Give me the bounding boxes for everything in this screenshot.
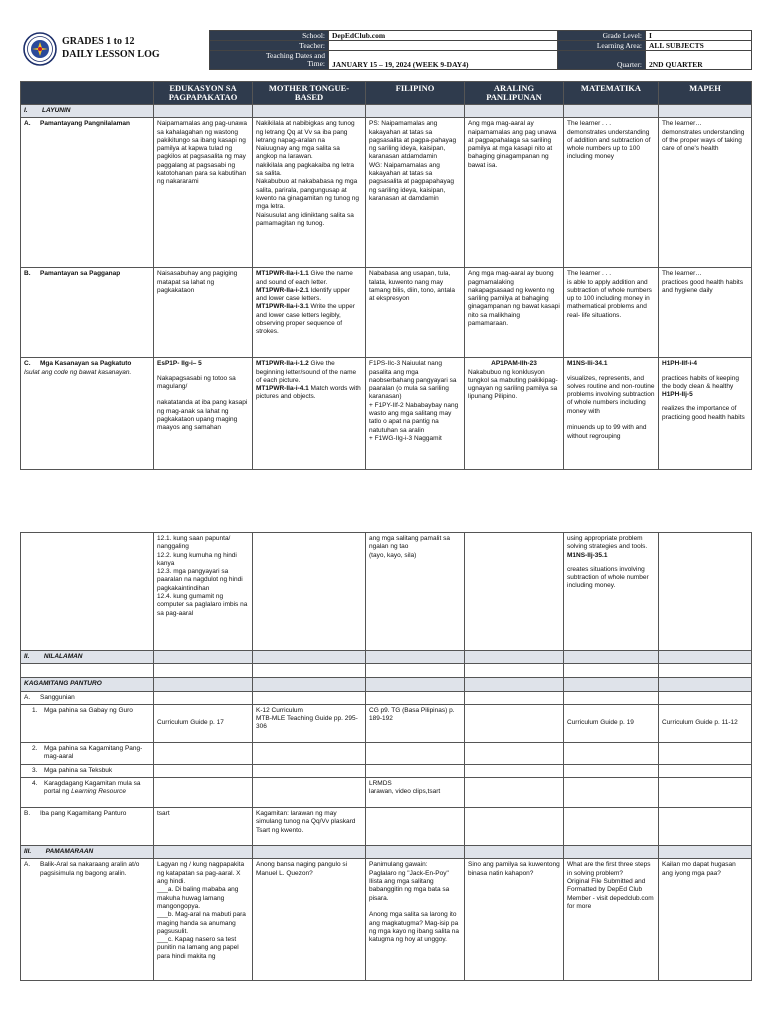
row-iba-pang-kagamitan: B. Iba pang Kagamitang Panturo tsart Kagamitan: larawan ng may simulang tunog na Qq/Vv plaskard Tsart ng kwento. [21,808,752,846]
table-cell: The learner… practices good health habits and hygiene daily [659,268,752,358]
table-cell: AP1PAM-IIh-23 Nakabubuo ng konklusyon tungkol sa mabuting pakikipag-ugnayan ng sariling pamilya sa lipunang Pilipino. [465,358,564,470]
table-cell: Panimulang gawain: Paglalaro ng "Jack-En-Poy" Ilista ang mga salitang babanggitin ng mga bata sa pisara. Anong mga salita sa larong ito ang magkatugma? Mag-isip pa ng mga kayo ng ibang salita na katugma ng hoy at unggoy. [366,859,465,981]
row-label: Karagdagang Kagamitan mula sa portal ng Learning Resource [44,780,141,796]
row-label: Mga Kasanayan sa Pagkatuto [40,360,132,368]
table-cell: Kailan mo dapat hugasan ang iyong mga paa? [659,859,752,981]
section-kagamitang-panturo: KAGAMITANG PANTURO [21,678,154,691]
row-label: Mga pahina sa Gabay ng Guro [44,706,133,714]
column-header-filipino: FILIPINO [366,82,465,105]
table-cell: LRMDS larawan, video clips,tsart [366,778,465,808]
table-cell [465,704,564,742]
table-cell: using appropriate problem solving strategies and tools. M1NS-IIj-35.1 creates situations involving subtraction of whole number including money. [564,533,659,651]
table-cell: The learner… demonstrates understanding of the proper ways of taking care of one's health [659,118,752,268]
table-cell [465,533,564,651]
row-teksbuk: 3. Mga pahina sa Teksbuk [21,764,752,777]
deped-seal-icon [23,32,57,66]
table-cell [659,533,752,651]
row-pamantayang-pangnilalaman: A. Pamantayang Pangnilalaman Naipamamalas ang pag-unawa sa kahalagahan ng wastong pakikitungo sa ibang kasapi ng pamilya at kapwa tulad ng pagkilos at pagsasalita ng may paggalang at pagsasabi ng katotohanan para sa kabutihan ng nakararami Nakikilala at nabibigkas ang tunog ng letrang Qq at Vv sa iba pang letrang napag-aralan na Naiuugnay ang mga salita sa angkop na larawan. nakikilala ang pagkakaiba ng letra sa salita. Nakabubuo at nakababasa ng mga salita, parirala, pangungusap at kwento na ginagamitan ng tunog ng mga letra. Naisusulat ang idiniktang salita sa pamamagitan ng tunog. PS: Naipamamalas ang kakayahan at tatas sa pagsasalita at pagpa-pahayag ng sariling ideya, kaisipan, karanasan atdamdamin WG: Naipamamalas ang kakayahan at tatas sa pagsasalita at pagpapahayag ng sariling ideya, kaisipan, karanasan at damdamin Ang mga mag-aaral ay naipamamalas ang pag unawa at pagpapahalaga sa sariling pamilya at mga kasapi nito at bahaging ginagampanan ng bawat isa. The learner . . . demonstrates understanding of addition and subtraction of whole numbers up to 100 including money The learner… demonstrates understanding of the proper ways of taking care of one's health [21,118,752,268]
table-cell: H1PH-IIf-i-4 practices habits of keeping the body clean & healthy H1PH-IIj-5 realizes the importance of practicing good health habits [659,358,752,470]
row-pamantayan-sa-pagganap: B. Pamantayan sa Pagganap Naisasabuhay ang pagiging matapat sa lahat ng pagkakataon MT1PWR-IIa-i-1.1 Give the name and sound of each letter. MT1PWR-IIa-i-2.1 Identify upper and lower case letters. MT1PWR-IIa-i-3.1 Write the upper and lower case letters legibly, observing proper sequence of strokes. Nababasa ang usapan, tula, talata, kuwento nang may tamang bilis, diin, tono, antala at ekspresyon Ang mga mag-aaral ay buong pagmamalaking nakapagsasaad ng kwento ng sariling pamilya at bahaging ginagampanan ng bawat kasapi nito sa malikhaing pamamaraan. The learner . . . is able to apply addition and subtraction of whole numbers up to 100 including money in mathematical problems and real- life situations. The learner… practices good health habits and hygiene daily [21,268,752,358]
table-cell: F1PS-IIc-3 Naiuulat nang pasalita ang mga naobserbahang pangyayari sa paaralan (o mula sa sariling karanasan) + F1PY-IIf-2 Nababaybay nang wasto ang mga salitang may tatlo o apat na pantig na natutuhan sa aralin + F1WG-IIg-i-3 Naggamit [366,358,465,470]
teaching-dates-value: JANUARY 15 – 19, 2024 (WEEK 9-DAY4) [329,51,558,70]
table-cell: Ang mga mag-aaral ay naipamamalas ang pag unawa at pagpapahalaga sa sariling pamilya at mga kasapi nito at bahaging ginagampanan ng bawat isa. [465,118,564,268]
table-cell: ang mga salitang pamalit sa ngalan ng tao (tayo, kayo, sila) [366,533,465,651]
row-label: Pamantayang Pangnilalaman [40,120,130,128]
row-label: Iba pang Kagamitang Panturo [40,810,127,818]
column-header-mapeh: MAPEH [659,82,752,105]
table-cell: Anong bansa naging pangulo si Manuel L. Quezon? [253,859,366,981]
table-cell: M1NS-IIi-34.1 visualizes, represents, and solves routine and non-routine problems involving subtraction of whole numbers including money with minuends up to 99 with and without regrouping [564,358,659,470]
row-mga-kasanayan: C. Mga Kasanayan sa Pagkatuto Isulat ang code ng bawat kasanayan. EsP1P- IIg-i– 5 Nakapagsasabi ng totoo sa magulang/ nakatatanda at iba pang kasapi ng mag-anak sa lahat ng pagkakataon upang maging maayos ang samahan MT1PWR-IIa-i-1.2 Give the beginning letter/sound of the name of each picture. MT1PWR-IIa-i-4.1 Match words with pictures and objects. F1PS-IIc-3 Naiuulat nang pasalita ang mga naobserbahang pangyayari sa paaralan (o mula sa sariling karanasan) + F1PY-IIf-2 Nababaybay nang wasto ang mga salitang may tatlo o apat na pantig na natutuhan sa aralin + F1WG-IIg-i-3 Naggamit AP1PAM-IIh-23 Nakabubuo ng konklusyon tungkol sa mabuting pakikipag-ugnayan ng sariling pamilya sa lipunang Pilipino. M1NS-IIi-34.1 visualizes, represents, and solves routine and non-routine problems involving subtraction of whole numbers including money with minuends up to 99 with and without regrouping H1PH-IIf-i-4 practices habits of keeping the body clean & healthy H1PH-IIj-5 realizes the importance of practicing good health habits [21,358,752,470]
teacher-label: Teacher: [210,41,329,51]
row-label: Pamantayan sa Pagganap [40,270,121,278]
quarter-label: Quarter: [558,51,646,70]
table-cell: Kagamitan: larawan ng may simulang tunog na Qq/Vv plaskard Tsart ng kwento. [253,808,366,846]
table-cell: MT1PWR-IIa-i-1.1 Give the name and sound of each letter. MT1PWR-IIa-i-2.1 Identify upper and lower case letters. MT1PWR-IIa-i-3.1 Write the upper and lower case letters legibly, observing proper sequence of strokes. [253,268,366,358]
table-cell: The learner . . . is able to apply addition and subtraction of whole numbers up to 100 including money in mathematical problems and real- life situations. [564,268,659,358]
row-kagamitang-pang-mag-aaral: 2. Mga pahina sa Kagamitang Pang-mag-aaral [21,742,752,764]
table-cell: Naisasabuhay ang pagiging matapat sa lahat ng pagkakataon [154,268,253,358]
table-cell [253,533,366,651]
grade-level-value: I [646,31,752,41]
table-cell: Curriculum Guide p. 11-12 [659,704,752,742]
column-header-blank [21,82,154,105]
section-layunin: I. LAYUNIN [21,105,154,118]
table-cell: Ang mga mag-aaral ay buong pagmamalaking nakapagsasaad ng kwento ng sariling pamilya at bahaging ginagampanan ng bawat kasapi nito sa malikhaing pamamaraan. [465,268,564,358]
table-cell: Curriculum Guide p. 19 [564,704,659,742]
table-cell [465,808,564,846]
row-balik-aral: A. Balik-Aral sa nakaraang aralin at/o pagsisimula ng bagong aralin. Lagyan ng / kung nagpapakita ng katapatan sa pag-aaral. X ang hindi. ___a. Di baling mababa ang makuha huwag lamang mangongopya. ___b. Mag-aral na mabuti para maging handa sa anumang pagsusulit. ___c. Kapag nasero sa test punitin na lamang ang papel para hindi makita ng Anong bansa naging pangulo si Manuel L. Quezon? Panimulang gawain: Paglalaro ng "Jack-En-Poy" Ilista ang mga salitang babanggitin ng mga bata sa pisara. Anong mga salita sa larong ito ang magkatugma? Mag-isip pa ng mga kayo ng ibang salita na katugma ng hoy at unggoy. Sino ang pamilya sa kuwentong binasa natin kahapon? What are the first three steps in solving problem? Original File Submitted and Formatted by DepEd Club Member - visit depedclub.com for more Kailan mo dapat hugasan ang iyong mga paa? [21,859,752,981]
quarter-value: 2ND QUARTER [646,51,752,70]
row-label: Balik-Aral sa nakaraang aralin at/o pagsisimula ng bagong aralin. [40,861,140,877]
teacher-value [329,41,558,51]
row-label: Mga pahina sa Kagamitang Pang-mag-aaral [44,744,143,761]
table-cell [366,808,465,846]
lesson-table-page-2: 12.1. kung saan papunta/ nanggaling 12.2. kung kumuha ng hindi kanya 12.3. mga pangyayari sa paaralan na nagdulot ng hindi pagkakaintindihan 12.4. kung gumamit ng computer sa paglalaro imbis na sa pag-aaral ang mga salitang pamalit sa ngalan ng tao (tayo, kayo, sila) using appropriate problem solving strategies and tools. M1NS-IIj-35.1 creates situations involving subtraction of whole number including money. II. NILALAMAN KAGAMITANG PANTURO A. Sanggunian 1. Mga pahina sa Gabay ng Guro Curriculum Guide p. 17 K-12 Curriculum MTB-MLE Teaching Guide pp. 295-306 CG p9. TG (Basa Pilipinas) p. 189-192 Curriculum Guide p. 19 Curriculum Guide p. 11-12 2. Mga pahina sa Kagamitang Pang-mag-aaral 3. Mga pahina sa Teksbuk 4. Karagdagang Kagamitan mula sa portal ng Learning Resource LRMDS larawan, video clips,tsart B. Iba pang Kagamitang Panturo tsart Kagamitan: larawan ng may simulang tunog na Qq/Vv plaskard Tsart ng kwento. III. PAMAMARAAN A. Balik-Aral sa nakaraang aralin at/o pagsisimula ng bagong aralin. Lagyan ng / kung nagpapakita ng katapatan sa pag-aaral. X ang hindi. ___a. Di baling mababa ang makuha huwag lamang mangongopya. ___b. Mag-aral na mabuti para maging handa sa anumang pagsusulit. ___c. Kapag nasero sa test punitin na lamang ang papel para hindi makita ng Anong bansa naging pangulo si Manuel L. Quezon? Panimulang gawain: Paglalaro ng "Jack-En-Poy" Ilista ang mga salitang babanggitin ng mga bata sa pisara. Anong mga salita sa larong ito ang magkatugma? Mag-isip pa ng mga kayo ng ibang salita na katugma ng hoy at unggoy. Sino ang pamilya sa kuwentong binasa natin kahapon? What are the first three steps in solving problem? Original File Submitted and Formatted by DepEd Club Member - visit depedclub.com for more Kailan mo dapat hugasan ang iyong mga paa? [20,532,751,981]
row-label: Sanggunian [40,693,75,701]
school-value: DepEdClub.com [329,31,558,41]
row-label: Mga pahina sa Teksbuk [44,766,113,774]
table-cell: EsP1P- IIg-i– 5 Nakapagsasabi ng totoo sa magulang/ nakatatanda at iba pang kasapi ng mag-anak sa lahat ng pagkakataon upang maging maayos ang samahan [154,358,253,470]
lesson-log-header [20,30,751,70]
table-cell [659,808,752,846]
row-karagdagang-kagamitan: 4. Karagdagang Kagamitan mula sa portal ng Learning Resource LRMDS larawan, video clips,tsart [21,778,752,808]
column-header-mtb: MOTHER TONGUE-BASED [253,82,366,105]
row-gabay-ng-guro: 1. Mga pahina sa Gabay ng Guro Curriculum Guide p. 17 K-12 Curriculum MTB-MLE Teaching Guide pp. 295-306 CG p9. TG (Basa Pilipinas) p. 189-192 Curriculum Guide p. 19 Curriculum Guide p. 11-12 [21,704,752,742]
table-cell: MT1PWR-IIa-i-1.2 Give the beginning letter/sound of the name of each picture. MT1PWR-IIa-i-4.1 Match words with pictures and objects. [253,358,366,470]
lesson-table-page-1 [20,81,751,470]
table-cell: What are the first three steps in solving problem? Original File Submitted and Formatted by DepEd Club Member - visit depedclub.com for more [564,859,659,981]
table-cell: 12.1. kung saan papunta/ nanggaling 12.2. kung kumuha ng hindi kanya 12.3. mga pangyayari sa paaralan na nagdulot ng hindi pagkakaintindihan 12.4. kung gumamit ng computer sa paglalaro imbis na sa pag-aaral [154,533,253,651]
table-cell: Naipamamalas ang pag-unawa sa kahalagahan ng wastong pakikitungo sa ibang kasapi ng pamilya at kapwa tulad ng pagkilos at pagsasalita ng may paggalang at pagsasabi ng katotohanan para sa kabutihan ng nakararami [154,118,253,268]
row-sublabel: Isulat ang code ng bawat kasanayan. [24,368,132,376]
table-cell: Curriculum Guide p. 17 [154,704,253,742]
table-cell: CG p9. TG (Basa Pilipinas) p. 189-192 [366,704,465,742]
section-pamamaraan: III. PAMAMARAAN [21,846,154,859]
table-cell: tsart [154,808,253,846]
learning-area-value: ALL SUBJECTS [646,41,752,51]
section-nilalaman: II. NILALAMAN [21,651,154,664]
school-label: School: [210,31,329,41]
column-header-ap: ARALING PANLIPUNAN [465,82,564,105]
row-continuation [21,533,752,651]
table-cell: Nakikilala at nabibigkas ang tunog ng letrang Qq at Vv sa iba pang letrang napag-aralan na Naiuugnay ang mga salita sa angkop na larawan. nakikilala ang pagkakaiba ng letra sa salita. Nakabubuo at nakababasa ng mga salita, parirala, pangungusap at kwento na ginagamitan ng tunog ng mga letra. Naisusulat ang idiniktang salita sa pamamagitan ng tunog. [253,118,366,268]
table-cell: Nababasa ang usapan, tula, talata, kuwento nang may tamang bilis, diin, tono, antala at ekspresyon [366,268,465,358]
document-title: GRADES 1 to 12 DAILY LESSON LOG [62,36,160,60]
learning-area-label: Learning Area: [558,41,646,51]
teaching-dates-label: Teaching Dates and Time: [210,51,329,70]
table-cell [564,808,659,846]
table-cell: Sino ang pamilya sa kuwentong binasa natin kahapon? [465,859,564,981]
column-header-esp: EDUKASYON SA PAGPAPAKATAO [154,82,253,105]
grade-level-label: Grade Level: [558,31,646,41]
table-cell: K-12 Curriculum MTB-MLE Teaching Guide pp. 295-306 [253,704,366,742]
table-cell: The learner . . . demonstrates understanding of addition and subtraction of whole numbers up to 100 including money [564,118,659,268]
table-cell: PS: Naipamamalas ang kakayahan at tatas sa pagsasalita at pagpa-pahayag ng sariling ideya, kaisipan, karanasan atdamdamin WG: Naipamamalas ang kakayahan at tatas sa pagsasalita at pagpapahayag ng sariling ideya, kaisipan, karanasan at damdamin [366,118,465,268]
column-header-math: MATEMATIKA [564,82,659,105]
table-cell: Lagyan ng / kung nagpapakita ng katapatan sa pag-aaral. X ang hindi. ___a. Di baling mababa ang makuha huwag lamang mangongopya. ___b. Mag-aral na mabuti para maging handa sa anumang pagsusulit. ___c. Kapag nasero sa test punitin na lamang ang papel para hindi makita ng [154,859,253,981]
header-info-table [209,30,752,70]
